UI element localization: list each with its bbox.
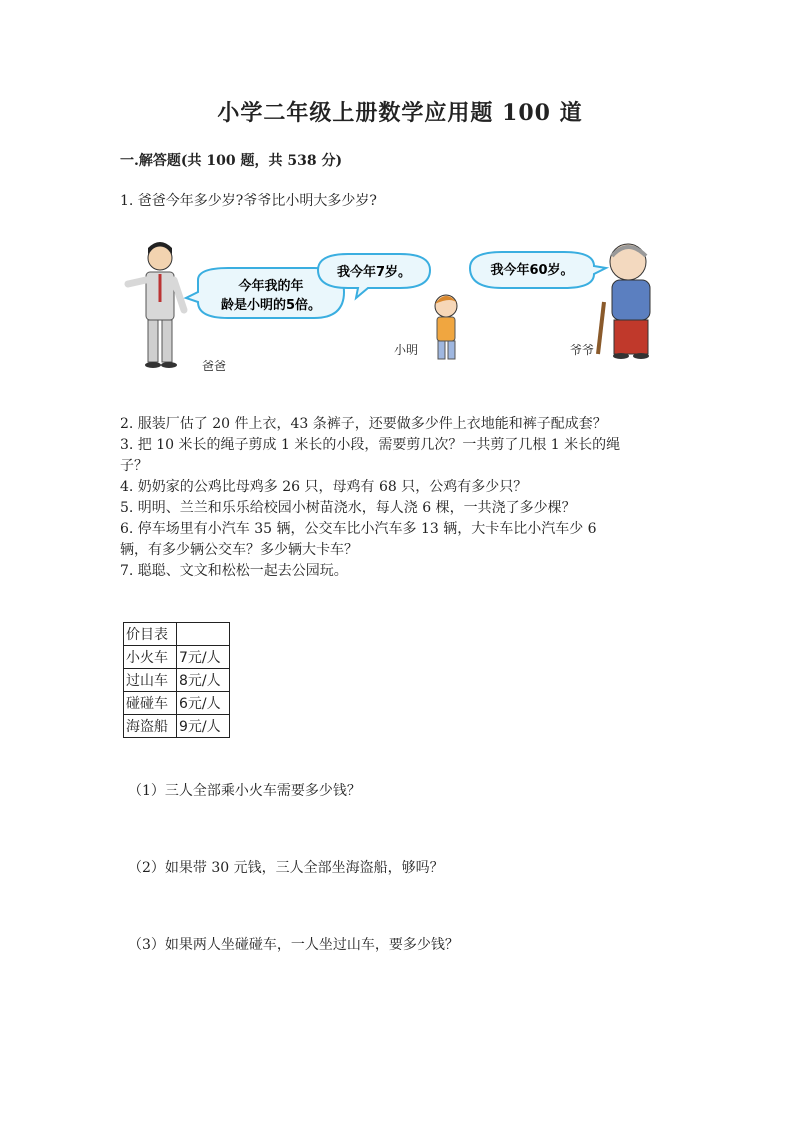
dad-figure: [128, 242, 184, 368]
ride-price: 8元/人: [177, 669, 230, 692]
table-row: [124, 692, 230, 715]
ride-name: 小火车: [124, 646, 177, 669]
price-table-header: 价目表: [124, 623, 177, 646]
ride-price: 9元/人: [177, 715, 230, 738]
age-illustration: [118, 232, 678, 382]
question-line: 辆，有多少辆公交车？多少辆大卡车？: [120, 542, 358, 558]
question-line: 子？: [120, 458, 148, 474]
table-row: [124, 715, 230, 738]
bubble-grandpa: [470, 252, 606, 288]
section-heading: 一.解答题(共 100 题，共 538 分): [120, 153, 343, 169]
subquestion-1: （1）三人全部乘小火车需要多少钱？: [128, 783, 361, 799]
ride-name: 碰碰车: [124, 692, 177, 715]
ride-name: 过山车: [124, 669, 177, 692]
bubble-dad-line2: 龄是小明的5倍。: [220, 298, 322, 313]
table-row: [124, 669, 230, 692]
subquestion-2: （2）如果带 30 元钱，三人全部坐海盗船，够吗？: [128, 860, 444, 876]
ride-price: 7元/人: [177, 646, 230, 669]
bubble-ming-text: 我今年7岁。: [336, 265, 412, 280]
price-table-header-row: [124, 623, 230, 646]
question-line: 6. 停车场里有小汽车 35 辆，公交车比小汽车多 13 辆，大卡车比小汽车少 6: [120, 521, 597, 537]
label-grandpa: 爷爷: [570, 343, 595, 357]
page-title: 小学二年级上册数学应用题 100 道: [217, 100, 583, 126]
bubble-dad-line1: 今年我的年: [238, 279, 304, 294]
ride-price: 6元/人: [177, 692, 230, 715]
price-table: [123, 622, 230, 738]
question-line: 5. 明明、兰兰和乐乐给校园小树苗浇水，每人浇 6 棵，一共浇了多少棵？: [120, 500, 576, 516]
ride-name: 海盗船: [124, 715, 177, 738]
question-list: [120, 414, 680, 582]
question-1: 1. 爸爸今年多少岁?爷爷比小明大多少岁?: [120, 193, 377, 209]
grandpa-figure: [598, 244, 650, 359]
question-line: 7. 聪聪、文文和松松一起去公园玩。: [120, 563, 348, 579]
price-table-header-empty: [177, 623, 230, 646]
question-line: 4. 奶奶家的公鸡比母鸡多 26 只，母鸡有 68 只，公鸡有多少只？: [120, 479, 528, 495]
label-ming: 小明: [394, 343, 419, 357]
question-line: 2. 服装厂估了 20 件上衣，43 条裤子，还要做多少件上衣地能和裤子配成套？: [120, 416, 607, 432]
table-row: [124, 646, 230, 669]
bubble-grandpa-text: 我今年60岁。: [490, 263, 574, 278]
ming-figure: [435, 295, 458, 359]
label-dad: 爸爸: [202, 359, 227, 373]
question-line: 3. 把 10 米长的绳子剪成 1 米长的小段，需要剪几次？一共剪了几根 1 米长的绳: [120, 437, 621, 453]
subquestion-3: （3）如果两人坐碰碰车，一人坐过山车，要多少钱？: [128, 937, 459, 953]
